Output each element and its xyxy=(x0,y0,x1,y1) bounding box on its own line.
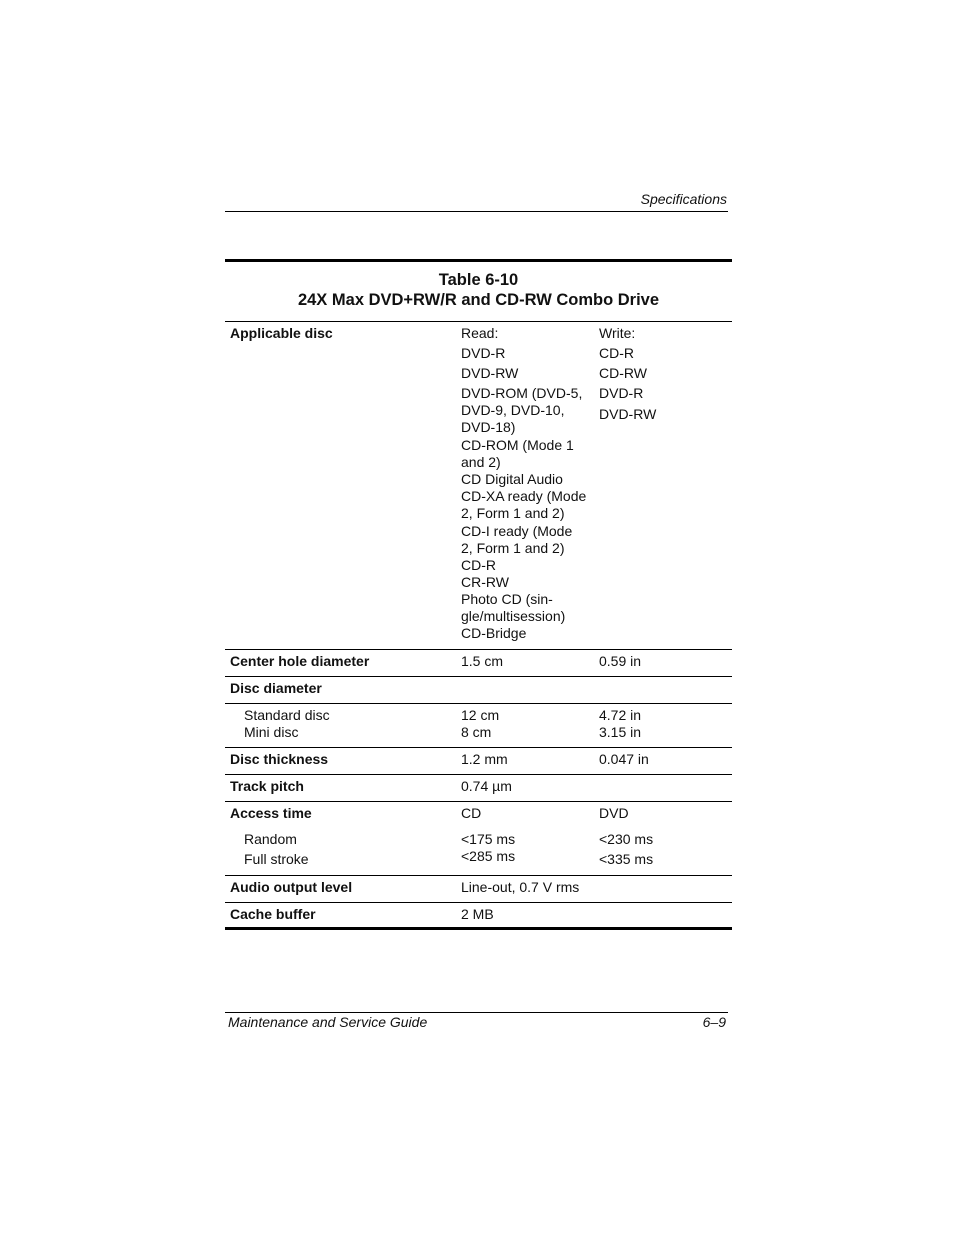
read-item: 2, Form 1 and 2) xyxy=(461,540,565,556)
imperial-value: 0.59 in xyxy=(599,653,642,669)
row-label: Disc diameter xyxy=(230,680,322,696)
header-rule xyxy=(225,211,728,212)
imperial-value: 0.047 in xyxy=(599,751,649,767)
row-label: Cache buffer xyxy=(230,906,316,922)
read-item: DVD-R xyxy=(461,345,506,361)
row-label: Audio output level xyxy=(230,879,353,895)
write-heading: Write: xyxy=(599,325,636,341)
row-label: Center hole diameter xyxy=(230,653,370,669)
spec-table xyxy=(225,259,732,930)
metric-value: 1.5 cm xyxy=(461,653,504,669)
read-item: DVD-9, DVD-10, xyxy=(461,402,565,418)
read-item: CR-RW xyxy=(461,574,509,590)
cd-value: <175 ms xyxy=(461,831,516,847)
row-disc-thickness xyxy=(225,747,732,774)
read-item: CD-XA ready (Mode xyxy=(461,488,587,504)
read-item: CD-Bridge xyxy=(461,625,527,641)
read-item: and 2) xyxy=(461,454,501,470)
read-item: CD-R xyxy=(461,557,496,573)
row-label: Track pitch xyxy=(230,778,304,794)
footer-guide-title: Maintenance and Service Guide xyxy=(228,1014,428,1030)
read-item: gle/multisession) xyxy=(461,608,566,624)
read-item: DVD-RW xyxy=(461,365,519,381)
row-applicable-disc xyxy=(225,321,732,649)
row-disc-diameter-values xyxy=(225,703,732,747)
metric-value: 12 cm xyxy=(461,707,500,723)
sub-label: Random xyxy=(244,831,297,847)
row-audio-output-level xyxy=(225,875,732,902)
dvd-value: <335 ms xyxy=(599,851,654,867)
write-item: DVD-RW xyxy=(599,406,657,422)
read-item: DVD-ROM (DVD-5, xyxy=(461,385,583,401)
page-number: 6–9 xyxy=(702,1014,726,1030)
sub-label: Full stroke xyxy=(244,851,309,867)
row-label: Access time xyxy=(230,805,312,821)
imperial-value: 4.72 in xyxy=(599,707,642,723)
row-label: Disc thickness xyxy=(230,751,329,767)
value: 0.74 µm xyxy=(461,778,512,794)
footer-rule xyxy=(225,1012,728,1013)
table-title: 24X Max DVD+RW/R and CD-RW Combo Drive xyxy=(297,291,660,309)
row-access-time xyxy=(225,801,732,875)
sub-label: Standard disc xyxy=(244,707,330,723)
value: 2 MB xyxy=(461,906,494,922)
row-label: Applicable disc xyxy=(230,325,333,341)
read-item: CD Digital Audio xyxy=(461,471,563,487)
metric-value: 8 cm xyxy=(461,724,492,740)
table-number: Table 6-10 xyxy=(438,271,519,289)
cd-value: <285 ms xyxy=(461,848,516,864)
row-center-hole-diameter xyxy=(225,649,732,676)
dvd-heading: DVD xyxy=(599,805,629,821)
read-item: CD-ROM (Mode 1 xyxy=(461,437,574,453)
table-caption xyxy=(225,262,732,321)
write-item: CD-R xyxy=(599,345,634,361)
read-item: CD-I ready (Mode xyxy=(461,523,573,539)
read-heading: Read: xyxy=(461,325,499,341)
sub-label: Mini disc xyxy=(244,724,299,740)
imperial-value: 3.15 in xyxy=(599,724,642,740)
running-header: Specifications xyxy=(640,191,727,207)
row-track-pitch xyxy=(225,774,732,801)
metric-value: 1.2 mm xyxy=(461,751,508,767)
cd-heading: CD xyxy=(461,805,482,821)
read-item: 2, Form 1 and 2) xyxy=(461,505,565,521)
read-item: Photo CD (sin- xyxy=(461,591,553,607)
row-disc-diameter xyxy=(225,676,732,703)
write-item: CD-RW xyxy=(599,365,647,381)
read-item: DVD-18) xyxy=(461,419,516,435)
write-item: DVD-R xyxy=(599,385,644,401)
value: Line-out, 0.7 V rms xyxy=(461,879,580,895)
row-cache-buffer xyxy=(225,902,732,930)
dvd-value: <230 ms xyxy=(599,831,654,847)
